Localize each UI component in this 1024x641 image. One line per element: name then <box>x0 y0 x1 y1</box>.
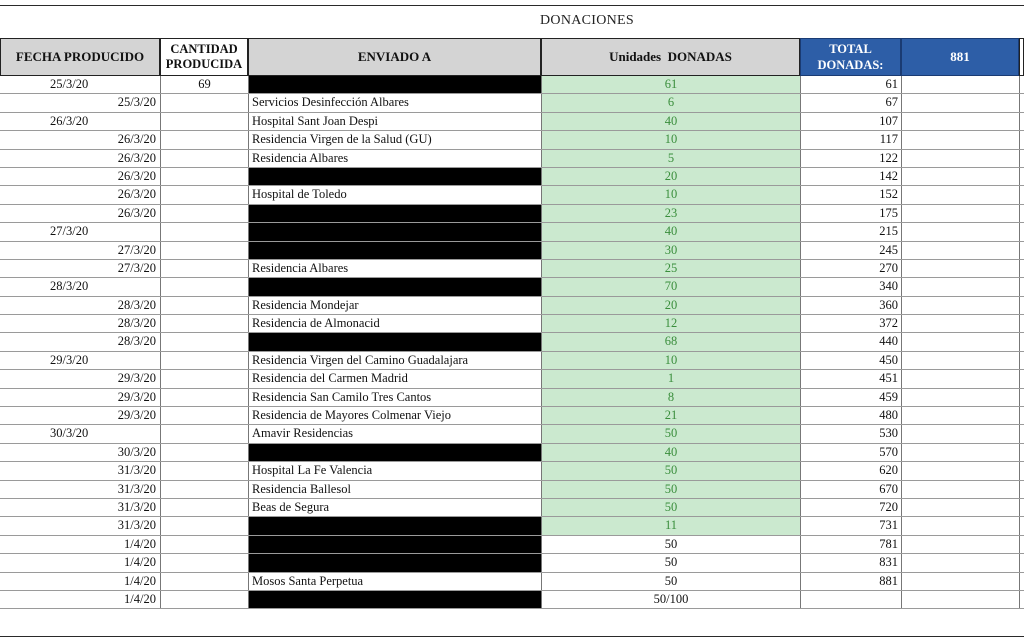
header-cantidad-producida[interactable]: CANTIDAD PRODUCIDA <box>160 38 248 76</box>
fecha-cell[interactable]: 28/3/20 <box>117 334 156 349</box>
table-row <box>0 150 1024 168</box>
enviado-cell[interactable]: Residencia de Almonacid <box>248 315 541 332</box>
fecha-cell[interactable]: 28/3/20 <box>117 316 156 331</box>
cantidad-cell[interactable] <box>160 517 248 534</box>
enviado-cell[interactable]: Residencia Virgen del Camino Guadalajara <box>248 352 541 369</box>
edge-cell <box>1019 278 1024 295</box>
cantidad-cell[interactable] <box>160 481 248 498</box>
fecha-cell[interactable]: 31/3/20 <box>117 481 156 496</box>
edge-cell <box>1019 462 1024 479</box>
table-row <box>0 352 1024 370</box>
empty-cell[interactable] <box>901 389 1019 406</box>
empty-cell[interactable] <box>901 573 1019 590</box>
cantidad-cell[interactable] <box>160 315 248 332</box>
fecha-cell[interactable]: 27/3/20 <box>50 224 89 239</box>
total-cell[interactable]: 720 <box>800 499 901 516</box>
empty-cell[interactable] <box>901 591 1019 608</box>
total-cell[interactable]: 372 <box>800 315 901 332</box>
unidades-cell[interactable]: 70 <box>541 278 800 295</box>
cantidad-cell[interactable] <box>160 278 248 295</box>
unidades-cell[interactable]: 50 <box>541 499 800 516</box>
total-cell[interactable]: 459 <box>800 389 901 406</box>
empty-cell[interactable] <box>901 297 1019 314</box>
unidades-cell[interactable]: 10 <box>541 186 800 203</box>
edge-cell <box>1019 333 1024 350</box>
cantidad-cell[interactable] <box>160 462 248 479</box>
unidades-cell[interactable]: 50 <box>541 536 800 553</box>
fecha-cell[interactable]: 26/3/20 <box>117 132 156 147</box>
empty-cell[interactable] <box>901 444 1019 461</box>
unidades-cell[interactable]: 10 <box>541 352 800 369</box>
redacted-cell[interactable] <box>248 591 541 608</box>
empty-cell[interactable] <box>901 370 1019 387</box>
table-row <box>0 481 1024 499</box>
edge-cell <box>1019 389 1024 406</box>
table-row <box>0 462 1024 480</box>
header-total-donadas[interactable]: TOTAL DONADAS: <box>800 38 901 76</box>
sheet-title: DONACIONES <box>540 13 634 28</box>
empty-cell[interactable] <box>901 517 1019 534</box>
cantidad-cell[interactable] <box>160 150 248 167</box>
enviado-cell[interactable]: Amavir Residencias <box>248 425 541 442</box>
total-cell[interactable] <box>800 591 901 608</box>
fecha-cell[interactable]: 28/3/20 <box>50 279 89 294</box>
edge-cell <box>1019 554 1024 571</box>
enviado-cell[interactable]: Residencia Albares <box>248 260 541 277</box>
fecha-cell[interactable]: 28/3/20 <box>117 297 156 312</box>
header-edge-cell <box>1019 38 1024 76</box>
fecha-cell[interactable]: 26/3/20 <box>117 187 156 202</box>
enviado-cell[interactable]: Residencia Albares <box>248 150 541 167</box>
table-row <box>0 186 1024 204</box>
cantidad-cell[interactable] <box>160 536 248 553</box>
unidades-cell[interactable]: 50 <box>541 425 800 442</box>
fecha-cell[interactable]: 1/4/20 <box>124 573 156 588</box>
fecha-cell[interactable]: 26/3/20 <box>117 150 156 165</box>
unidades-cell[interactable]: 40 <box>541 444 800 461</box>
table-row <box>0 333 1024 351</box>
edge-cell <box>1019 131 1024 148</box>
redacted-cell[interactable] <box>248 333 541 350</box>
redacted-cell[interactable] <box>248 223 541 240</box>
cantidad-cell[interactable] <box>160 499 248 516</box>
enviado-cell[interactable]: Residencia de Mayores Colmenar Viejo <box>248 407 541 424</box>
fecha-cell[interactable]: 30/3/20 <box>117 444 156 459</box>
unidades-cell[interactable]: 12 <box>541 315 800 332</box>
unidades-cell[interactable]: 50 <box>541 481 800 498</box>
enviado-cell[interactable]: Hospital Sant Joan Despi <box>248 113 541 130</box>
enviado-cell[interactable]: Residencia Ballesol <box>248 481 541 498</box>
table-row <box>0 389 1024 407</box>
total-cell[interactable]: 570 <box>800 444 901 461</box>
total-cell[interactable]: 67 <box>800 94 901 111</box>
cantidad-cell[interactable] <box>160 352 248 369</box>
table-row <box>0 444 1024 462</box>
empty-cell[interactable] <box>901 481 1019 498</box>
empty-cell[interactable] <box>901 223 1019 240</box>
edge-cell <box>1019 76 1024 93</box>
empty-cell[interactable] <box>901 462 1019 479</box>
redacted-cell[interactable] <box>248 278 541 295</box>
fecha-cell[interactable]: 26/3/20 <box>50 113 89 128</box>
empty-cell[interactable] <box>901 260 1019 277</box>
edge-cell <box>1019 591 1024 608</box>
unidades-cell[interactable]: 50 <box>541 554 800 571</box>
enviado-cell[interactable]: Hospital de Toledo <box>248 186 541 203</box>
unidades-cell[interactable]: 30 <box>541 242 800 259</box>
edge-cell <box>1019 425 1024 442</box>
edge-cell <box>1019 573 1024 590</box>
fecha-cell[interactable]: 27/3/20 <box>117 242 156 257</box>
fecha-cell[interactable]: 25/3/20 <box>50 77 89 91</box>
total-cell[interactable]: 731 <box>800 517 901 534</box>
unidades-cell[interactable]: 40 <box>541 223 800 240</box>
enviado-cell[interactable]: Residencia Mondejar <box>248 297 541 314</box>
redacted-cell[interactable] <box>248 205 541 222</box>
fecha-cell[interactable]: 29/3/20 <box>117 371 156 386</box>
fecha-cell[interactable]: 31/3/20 <box>117 463 156 478</box>
fecha-cell[interactable]: 25/3/20 <box>117 95 156 110</box>
cantidad-cell[interactable] <box>160 425 248 442</box>
unidades-cell[interactable]: 50 <box>541 462 800 479</box>
enviado-cell[interactable]: Servicios Desinfección Albares <box>248 94 541 111</box>
cantidad-cell[interactable] <box>160 168 248 185</box>
table-row <box>0 131 1024 149</box>
empty-cell[interactable] <box>901 352 1019 369</box>
empty-cell[interactable] <box>901 205 1019 222</box>
cantidad-cell[interactable] <box>160 370 248 387</box>
fecha-cell[interactable]: 31/3/20 <box>117 499 156 514</box>
cantidad-cell[interactable] <box>160 591 248 608</box>
enviado-cell[interactable]: Residencia San Camilo Tres Cantos <box>248 389 541 406</box>
fecha-cell[interactable]: 31/3/20 <box>117 518 156 533</box>
empty-cell[interactable] <box>901 333 1019 350</box>
edge-cell <box>1019 315 1024 332</box>
enviado-cell[interactable]: Residencia del Carmen Madrid <box>248 370 541 387</box>
empty-cell[interactable] <box>901 554 1019 571</box>
cantidad-cell[interactable] <box>160 260 248 277</box>
edge-cell <box>1019 499 1024 516</box>
unidades-cell[interactable]: 6 <box>541 94 800 111</box>
cantidad-cell[interactable] <box>160 113 248 130</box>
total-cell[interactable]: 451 <box>800 370 901 387</box>
edge-cell <box>1019 260 1024 277</box>
empty-cell[interactable] <box>901 315 1019 332</box>
cantidad-cell[interactable] <box>160 554 248 571</box>
edge-cell <box>1019 223 1024 240</box>
unidades-cell[interactable]: 8 <box>541 389 800 406</box>
edge-cell <box>1019 481 1024 498</box>
edge-cell <box>1019 242 1024 259</box>
table-row <box>0 260 1024 278</box>
total-cell[interactable]: 440 <box>800 333 901 350</box>
table-row <box>0 76 1024 94</box>
unidades-cell[interactable]: 11 <box>541 517 800 534</box>
fecha-cell[interactable]: 26/3/20 <box>117 205 156 220</box>
enviado-cell[interactable]: Mosos Santa Perpetua <box>248 573 541 590</box>
edge-cell <box>1019 186 1024 203</box>
table-row <box>0 223 1024 241</box>
fecha-cell[interactable]: 29/3/20 <box>117 389 156 404</box>
cantidad-cell[interactable] <box>160 205 248 222</box>
total-cell[interactable]: 61 <box>800 76 901 93</box>
cantidad-cell[interactable] <box>160 573 248 590</box>
cantidad-cell[interactable] <box>160 389 248 406</box>
cantidad-cell[interactable] <box>160 223 248 240</box>
total-cell[interactable]: 881 <box>800 573 901 590</box>
table-row <box>0 425 1024 443</box>
total-cell[interactable]: 270 <box>800 260 901 277</box>
enviado-cell[interactable]: Residencia Virgen de la Salud (GU) <box>248 131 541 148</box>
total-cell[interactable]: 480 <box>800 407 901 424</box>
total-cell[interactable]: 175 <box>800 205 901 222</box>
cantidad-cell[interactable] <box>160 94 248 111</box>
enviado-cell[interactable]: Beas de Segura <box>248 499 541 516</box>
fecha-cell[interactable]: 1/4/20 <box>124 536 156 551</box>
empty-cell[interactable] <box>901 113 1019 130</box>
empty-cell[interactable] <box>901 186 1019 203</box>
unidades-cell[interactable]: 50/100 <box>541 591 800 608</box>
total-cell[interactable]: 215 <box>800 223 901 240</box>
total-cell[interactable]: 670 <box>800 481 901 498</box>
redacted-cell[interactable] <box>248 517 541 534</box>
table-row <box>0 407 1024 425</box>
table-row <box>0 94 1024 112</box>
unidades-cell[interactable]: 5 <box>541 150 800 167</box>
edge-cell <box>1019 113 1024 130</box>
edge-cell <box>1019 370 1024 387</box>
cantidad-cell[interactable] <box>160 333 248 350</box>
edge-cell <box>1019 517 1024 534</box>
table-row <box>0 315 1024 333</box>
fecha-cell[interactable]: 29/3/20 <box>50 352 89 367</box>
table-row <box>0 591 1024 609</box>
unidades-cell[interactable]: 68 <box>541 333 800 350</box>
edge-cell <box>1019 352 1024 369</box>
header-total-value[interactable]: 881 <box>901 38 1019 76</box>
table-row <box>0 278 1024 296</box>
cantidad-cell[interactable] <box>160 242 248 259</box>
edge-cell <box>1019 407 1024 424</box>
fecha-cell[interactable]: 26/3/20 <box>117 168 156 183</box>
edge-cell <box>1019 297 1024 314</box>
table-row <box>0 297 1024 315</box>
empty-cell[interactable] <box>901 131 1019 148</box>
edge-cell <box>1019 536 1024 553</box>
cantidad-cell[interactable] <box>160 131 248 148</box>
empty-cell[interactable] <box>901 242 1019 259</box>
unidades-cell[interactable]: 20 <box>541 168 800 185</box>
total-cell[interactable]: 152 <box>800 186 901 203</box>
empty-cell[interactable] <box>901 94 1019 111</box>
total-cell[interactable]: 781 <box>800 536 901 553</box>
table-row <box>0 536 1024 554</box>
empty-cell[interactable] <box>901 76 1019 93</box>
empty-cell[interactable] <box>901 278 1019 295</box>
header-fecha-producido[interactable]: FECHA PRODUCIDO <box>0 38 160 76</box>
total-cell[interactable]: 620 <box>800 462 901 479</box>
redacted-cell[interactable] <box>248 444 541 461</box>
cantidad-cell[interactable] <box>160 186 248 203</box>
total-cell[interactable]: 340 <box>800 278 901 295</box>
redacted-cell[interactable] <box>248 536 541 553</box>
unidades-cell[interactable]: 25 <box>541 260 800 277</box>
table-row <box>0 517 1024 535</box>
fecha-cell[interactable]: 1/4/20 <box>124 591 156 606</box>
edge-cell <box>1019 205 1024 222</box>
redacted-cell[interactable] <box>248 168 541 185</box>
empty-cell[interactable] <box>901 499 1019 516</box>
donations-table <box>0 76 1024 609</box>
total-cell[interactable]: 122 <box>800 150 901 167</box>
redacted-cell[interactable] <box>248 242 541 259</box>
total-cell[interactable]: 107 <box>800 113 901 130</box>
unidades-cell[interactable]: 61 <box>541 76 800 93</box>
unidades-cell[interactable]: 10 <box>541 131 800 148</box>
table-row <box>0 499 1024 517</box>
empty-cell[interactable] <box>901 536 1019 553</box>
table-row <box>0 554 1024 572</box>
fecha-cell[interactable]: 30/3/20 <box>50 426 89 441</box>
header-unidades-donadas[interactable]: Unidades DONADAS <box>541 38 800 76</box>
unidades-cell[interactable]: 23 <box>541 205 800 222</box>
edge-cell <box>1019 444 1024 461</box>
empty-cell[interactable] <box>901 425 1019 442</box>
empty-cell[interactable] <box>901 407 1019 424</box>
total-cell[interactable]: 245 <box>800 242 901 259</box>
total-cell[interactable]: 360 <box>800 297 901 314</box>
unidades-cell[interactable]: 1 <box>541 370 800 387</box>
unidades-cell[interactable]: 40 <box>541 113 800 130</box>
table-row <box>0 168 1024 186</box>
unidades-cell[interactable]: 20 <box>541 297 800 314</box>
fecha-cell[interactable]: 1/4/20 <box>124 555 156 570</box>
fecha-cell[interactable]: 27/3/20 <box>117 260 156 275</box>
edge-cell <box>1019 168 1024 185</box>
cantidad-cell[interactable] <box>160 297 248 314</box>
total-cell[interactable]: 117 <box>800 131 901 148</box>
unidades-cell[interactable]: 50 <box>541 573 800 590</box>
enviado-cell[interactable]: Hospital La Fe Valencia <box>248 462 541 479</box>
edge-cell <box>1019 94 1024 111</box>
empty-cell[interactable] <box>901 150 1019 167</box>
header-enviado-a[interactable]: ENVIADO A <box>248 38 541 76</box>
total-cell[interactable]: 142 <box>800 168 901 185</box>
table-row <box>0 205 1024 223</box>
redacted-cell[interactable] <box>248 554 541 571</box>
table-row <box>0 370 1024 388</box>
cantidad-cell[interactable]: 69 <box>160 76 248 93</box>
cantidad-cell[interactable] <box>160 444 248 461</box>
table-row <box>0 242 1024 260</box>
table-row <box>0 113 1024 131</box>
total-cell[interactable]: 831 <box>800 554 901 571</box>
fecha-cell[interactable]: 29/3/20 <box>117 408 156 423</box>
total-cell[interactable]: 530 <box>800 425 901 442</box>
edge-cell <box>1019 150 1024 167</box>
redacted-cell[interactable] <box>248 76 541 93</box>
total-cell[interactable]: 450 <box>800 352 901 369</box>
table-row <box>0 573 1024 591</box>
unidades-cell[interactable]: 21 <box>541 407 800 424</box>
cantidad-cell[interactable] <box>160 407 248 424</box>
empty-cell[interactable] <box>901 168 1019 185</box>
